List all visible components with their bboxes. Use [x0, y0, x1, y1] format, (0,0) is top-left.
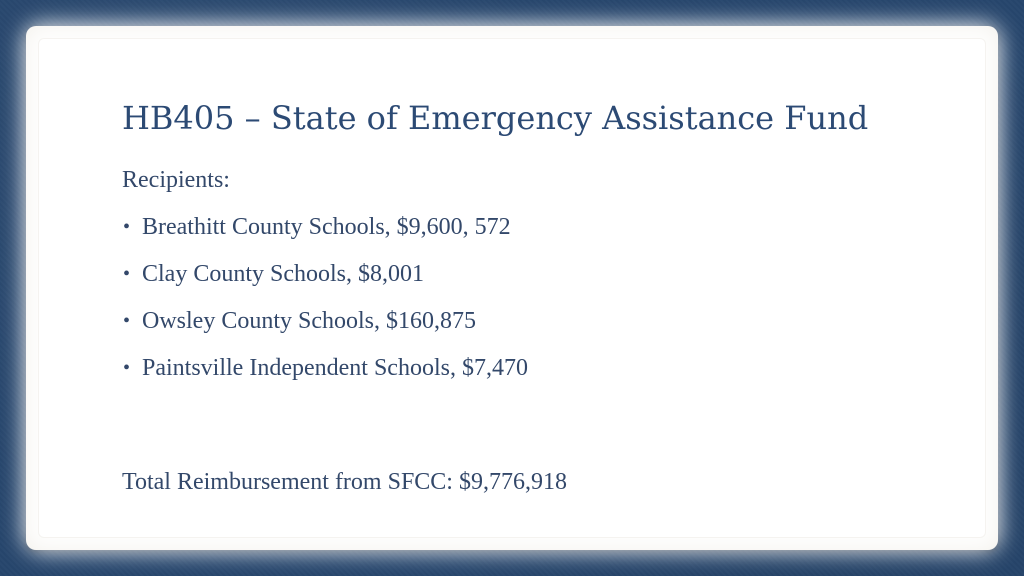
list-item: [122, 258, 942, 290]
list-item: [122, 211, 942, 243]
bullet-icon: •: [123, 357, 131, 379]
recipients-list: [122, 211, 942, 384]
bullet-icon: •: [123, 216, 131, 238]
list-item: [122, 305, 942, 337]
recipient-text: Clay County Schools, $8,001: [142, 261, 425, 287]
recipient-text: Breathitt County Schools, $9,600, 572: [142, 214, 511, 240]
slide-body: [122, 164, 942, 495]
recipients-label: Recipients:: [122, 167, 230, 193]
slide-frame: [26, 26, 998, 550]
bullet-icon: •: [123, 310, 131, 332]
slide-title: HB405 – State of Emergency Assistance Fund: [122, 99, 869, 137]
list-item: [122, 352, 942, 384]
total-reimbursement: Total Reimbursement from SFCC: $9,776,918: [122, 469, 567, 495]
slide-content-panel: [38, 38, 986, 538]
bullet-icon: •: [123, 263, 131, 285]
recipient-text: Owsley County Schools, $160,875: [142, 308, 477, 334]
recipient-text: Paintsville Independent Schools, $7,470: [142, 355, 528, 381]
